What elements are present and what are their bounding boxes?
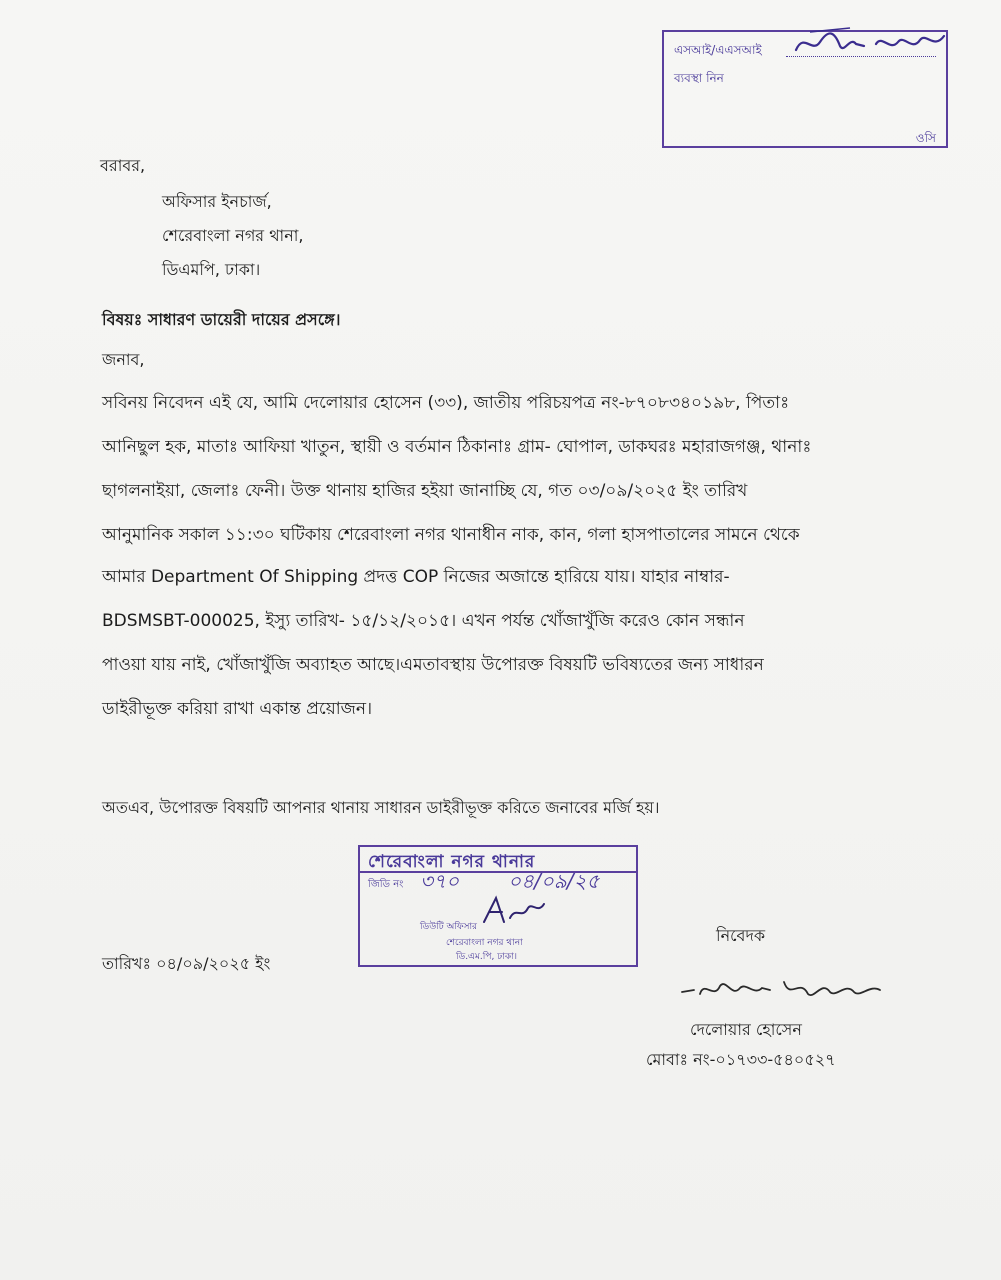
gd-number-label: জিডি নং — [368, 879, 404, 890]
body-line: ছাগলনাইয়া, জেলাঃ ফেনী। উক্ত থানায় হাজির হইয়া জানাচ্ছি যে, গত ০৩/০৯/২০২৫ ইং তারিখ — [102, 481, 748, 501]
stamp-line2: ব্যবস্থা নিন — [674, 71, 724, 85]
applicant-signature — [674, 970, 894, 1010]
stamp-line1-prefix: এসআই/এএসআই — [674, 43, 762, 57]
subject-line: বিষয়ঃ সাধারণ ডায়েরী দায়ের প্রসঙ্গে। — [102, 310, 341, 329]
body-line: আনিছুল হক, মাতাঃ আফিয়া খাতুন, স্থায়ী ও বর্তমান ঠিকানাঃ গ্রাম- ঘোপাল, ডাকঘরঃ মহারাজগঞ্জ, থানাঃ — [102, 437, 812, 457]
applicant-name: দেলোয়ার হোসেন — [690, 1020, 802, 1039]
stamp-duty-officer: ডিউটি অফিসার — [420, 922, 478, 932]
stamp-heading: শেরেবাংলা নগর থানার — [368, 852, 536, 872]
body-line: BDSMSBT-000025, ইস্যু তারিখ- ১৫/১২/২০১৫। এখন পর্যন্ত খোঁজাখুঁজি করেও কোন সন্ধান — [102, 611, 745, 631]
address-line3: ডিএমপি, ঢাকা। — [162, 260, 261, 279]
stamp-station-name: শেরেবাংলা নগর থানা — [446, 938, 523, 948]
to-label: বরাবর, — [100, 156, 146, 175]
stamp-line3: ওসি — [915, 131, 936, 145]
body-line: আনুমানিক সকাল ১১:৩০ ঘটিকায় শেরেবাংলা নগর থানাধীন নাক, কান, গলা হাসপাতালের সামনে থেকে — [102, 525, 800, 545]
gd-date-value: ০৪/০৯/২৫ — [508, 869, 600, 893]
duty-officer-signature — [480, 892, 550, 928]
closing-line: অতএব, উপোরক্ত বিষয়টি আপনার থানায় সাধারন ডাইরীভূক্ত করিতে জনাবের মর্জি হয়। — [102, 798, 660, 817]
applicant-label: নিবেদক — [716, 926, 766, 945]
body-line: ডাইরীভূক্ত করিয়া রাখা একান্ত প্রয়োজন। — [102, 699, 373, 719]
salutation: জনাব, — [102, 350, 145, 369]
handwritten-officer-name — [790, 24, 950, 60]
body-line: সবিনয় নিবেদন এই যে, আমি দেলোয়ার হোসেন (৩৩), জাতীয় পরিচয়পত্র নং-৮৭০৮৩৪০১৯৮, পিতাঃ — [102, 393, 790, 413]
body-line: পাওয়া যায় নাই, খোঁজাখুঁজি অব্যাহত আছে।এমতাবস্থায় উপোরক্ত বিষয়টি ভবিষ্যতের জন্য সাধারন — [102, 655, 764, 675]
applicant-mobile: মোবাঃ নং-০১৭৩৩-৫৪০৫২৭ — [646, 1050, 836, 1069]
gd-number-value: ৩৭০ — [420, 869, 460, 893]
address-line2: শেরেবাংলা নগর থানা, — [162, 226, 304, 245]
date-line: তারিখঃ ০৪/০৯/২০২৫ ইং — [102, 954, 271, 973]
address-line1: অফিসার ইনচার্জ, — [162, 192, 272, 211]
body-line: আমার Department Of Shipping প্রদত্ত COP নিজের অজান্তে হারিয়ে যায়। যাহার নাম্বার- — [102, 567, 730, 587]
stamp-dmp-dhaka: ডি.এম.পি, ঢাকা। — [456, 952, 517, 962]
